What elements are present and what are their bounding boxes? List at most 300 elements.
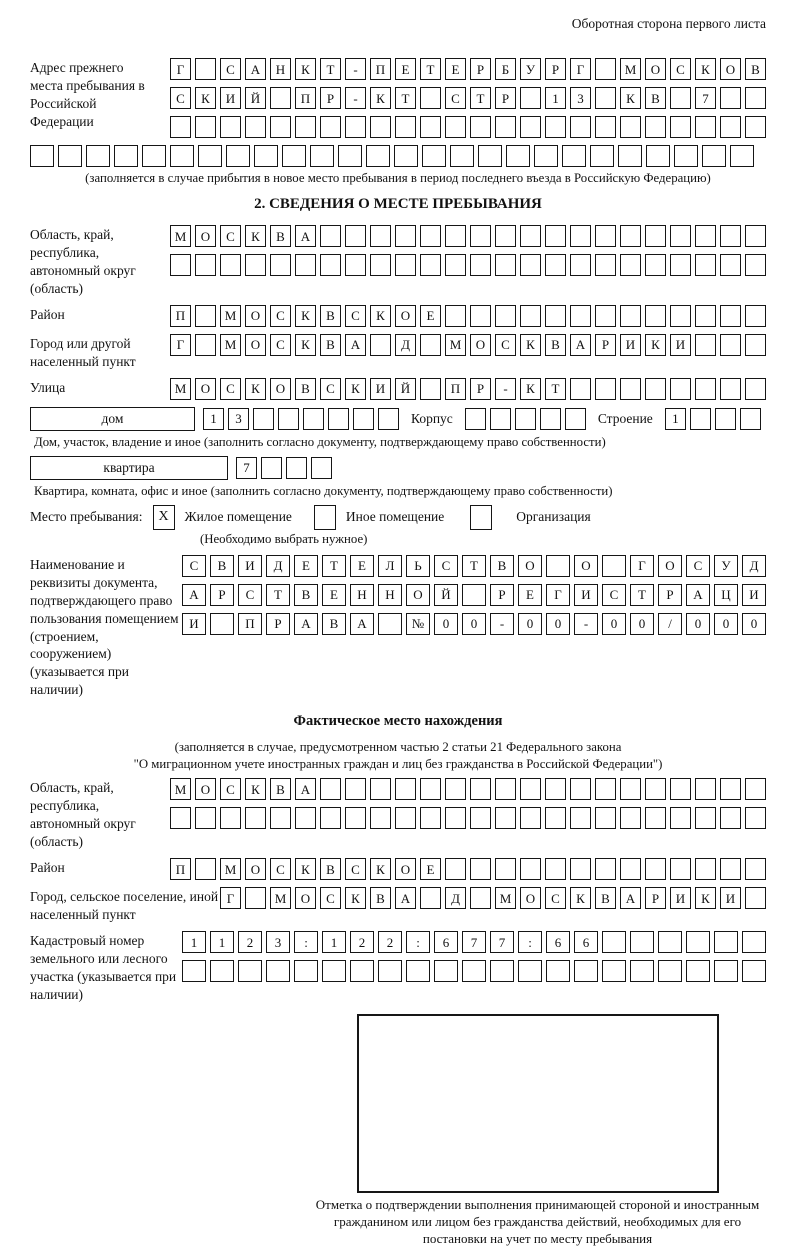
char-cell: 0 xyxy=(686,613,710,635)
char-cell xyxy=(745,305,766,327)
char-cell xyxy=(395,778,416,800)
char-cell: М xyxy=(495,887,516,909)
char-cell xyxy=(595,858,616,880)
apartment-number-cells xyxy=(236,457,332,479)
char-cell xyxy=(420,778,441,800)
actual-region-block xyxy=(30,778,766,851)
char-cell xyxy=(328,408,349,430)
char-cell: П xyxy=(170,858,191,880)
char-cell xyxy=(645,778,666,800)
char-cell: Т xyxy=(395,87,416,109)
char-cell xyxy=(595,116,616,138)
char-cell xyxy=(311,457,332,479)
char-cell: Й xyxy=(434,584,458,606)
char-cell: С xyxy=(345,305,366,327)
char-row xyxy=(170,778,766,800)
char-cell: Г xyxy=(170,58,191,80)
char-cell: Г xyxy=(546,584,570,606)
char-cell: 7 xyxy=(462,931,486,953)
char-cell xyxy=(470,254,491,276)
char-cell: В xyxy=(545,334,566,356)
char-cell: В xyxy=(270,225,291,247)
char-cell xyxy=(714,960,738,982)
char-cell xyxy=(270,807,291,829)
char-cell xyxy=(720,807,741,829)
char-cell xyxy=(620,116,641,138)
char-cell xyxy=(420,87,441,109)
char-cell xyxy=(420,887,441,909)
char-cell xyxy=(670,87,691,109)
char-cell xyxy=(378,408,399,430)
region-block xyxy=(30,225,766,298)
stamp-box xyxy=(357,1014,719,1193)
char-cell: К xyxy=(695,58,716,80)
char-cell: А xyxy=(245,58,266,80)
char-cell xyxy=(295,807,316,829)
char-cell xyxy=(210,960,234,982)
char-cell xyxy=(645,305,666,327)
city-label: Город или другой населенный пункт xyxy=(30,335,136,369)
char-cell: О xyxy=(520,887,541,909)
char-cell: О xyxy=(195,225,216,247)
district-block xyxy=(30,305,766,327)
char-cell xyxy=(695,254,716,276)
char-cell: С xyxy=(270,305,291,327)
char-cell: И xyxy=(720,887,741,909)
char-cell: Р xyxy=(470,58,491,80)
char-cell xyxy=(720,116,741,138)
stroenie-cells xyxy=(665,408,761,430)
char-cell: К xyxy=(370,858,391,880)
char-cell xyxy=(420,378,441,400)
char-cell: Н xyxy=(378,584,402,606)
char-cell xyxy=(720,254,741,276)
char-cell xyxy=(670,858,691,880)
char-cell xyxy=(520,225,541,247)
char-cell xyxy=(695,334,716,356)
char-cell: Г xyxy=(220,887,241,909)
house-box: дом xyxy=(30,407,195,431)
char-cell xyxy=(470,858,491,880)
char-cell xyxy=(714,931,738,953)
char-cell: 6 xyxy=(574,931,598,953)
char-cell: А xyxy=(570,334,591,356)
char-cell xyxy=(686,960,710,982)
char-cell: № xyxy=(406,613,430,635)
char-cell xyxy=(520,778,541,800)
char-cell: В xyxy=(270,778,291,800)
char-cell xyxy=(570,116,591,138)
char-cell: С xyxy=(238,584,262,606)
stroenie-label: Строение xyxy=(597,410,653,426)
char-cell: К xyxy=(245,778,266,800)
char-cell xyxy=(445,254,466,276)
char-cell xyxy=(520,116,541,138)
char-cell xyxy=(506,145,530,167)
char-cell xyxy=(470,778,491,800)
char-cell xyxy=(695,807,716,829)
char-cell xyxy=(353,408,374,430)
house-note: Дом, участок, владение и иное (заполнить согласно документу, подтверждающему право собственности) xyxy=(34,434,606,449)
char-cell: Е xyxy=(445,58,466,80)
char-cell xyxy=(545,305,566,327)
char-row xyxy=(170,858,766,880)
char-cell: А xyxy=(395,887,416,909)
char-cell: М xyxy=(270,887,291,909)
char-cell xyxy=(195,58,216,80)
char-cell: И xyxy=(620,334,641,356)
char-cell xyxy=(670,254,691,276)
char-cell xyxy=(562,145,586,167)
char-cell xyxy=(245,116,266,138)
char-cell xyxy=(195,807,216,829)
char-cell xyxy=(602,931,626,953)
char-cell xyxy=(745,858,766,880)
char-cell xyxy=(720,778,741,800)
char-cell: К xyxy=(345,378,366,400)
char-cell: О xyxy=(395,305,416,327)
char-cell: С xyxy=(182,555,206,577)
char-cell xyxy=(590,145,614,167)
char-cell xyxy=(720,87,741,109)
char-cell xyxy=(445,858,466,880)
char-cell xyxy=(495,858,516,880)
char-cell: С xyxy=(270,858,291,880)
char-cell xyxy=(595,87,616,109)
char-cell xyxy=(702,145,726,167)
char-cell xyxy=(395,116,416,138)
char-cell xyxy=(170,145,194,167)
char-cell: И xyxy=(220,87,241,109)
char-cell xyxy=(720,334,741,356)
char-cell: У xyxy=(520,58,541,80)
char-cell xyxy=(745,807,766,829)
char-cell: 0 xyxy=(518,613,542,635)
char-cell: 1 xyxy=(545,87,566,109)
char-cell: О xyxy=(295,887,316,909)
char-cell xyxy=(195,334,216,356)
char-cell: Р xyxy=(645,887,666,909)
prev-address-block xyxy=(30,58,766,138)
char-cell xyxy=(645,378,666,400)
char-cell xyxy=(520,254,541,276)
char-cell: В xyxy=(370,887,391,909)
char-cell xyxy=(545,116,566,138)
char-cell: А xyxy=(345,334,366,356)
char-cell xyxy=(378,960,402,982)
char-cell: С xyxy=(670,58,691,80)
char-cell: К xyxy=(370,87,391,109)
char-cell xyxy=(670,116,691,138)
char-row xyxy=(182,931,766,953)
char-cell: В xyxy=(595,887,616,909)
char-cell: О xyxy=(195,378,216,400)
char-row xyxy=(182,960,766,982)
char-cell xyxy=(420,807,441,829)
char-cell: Й xyxy=(245,87,266,109)
char-cell xyxy=(394,145,418,167)
char-row xyxy=(170,334,766,356)
char-cell xyxy=(570,807,591,829)
city-block xyxy=(30,334,766,371)
district-label: Район xyxy=(30,306,65,322)
actual-district-label: Район xyxy=(30,860,65,876)
char-cell xyxy=(261,457,282,479)
char-cell xyxy=(670,305,691,327)
char-cell xyxy=(602,960,626,982)
region-cells xyxy=(170,225,766,276)
char-cell xyxy=(595,778,616,800)
korpus-cells xyxy=(465,408,586,430)
char-cell xyxy=(295,254,316,276)
char-cell: Р xyxy=(495,87,516,109)
char-cell xyxy=(470,807,491,829)
prev-address-label: Адрес прежнего места пребывания в Российской Федерации xyxy=(30,60,145,129)
char-cell xyxy=(670,778,691,800)
char-cell: И xyxy=(370,378,391,400)
house-number-cells xyxy=(203,408,399,430)
char-cell: В xyxy=(745,58,766,80)
char-cell: Г xyxy=(170,334,191,356)
char-cell xyxy=(658,931,682,953)
char-cell: 3 xyxy=(266,931,290,953)
char-row xyxy=(170,58,766,80)
char-cell: И xyxy=(742,584,766,606)
char-cell xyxy=(695,778,716,800)
page-side-note: Оборотная сторона первого листа xyxy=(571,16,766,31)
char-cell xyxy=(720,378,741,400)
char-cell: П xyxy=(238,613,262,635)
document-label: Наименование и реквизиты документа, подтверждающего право пользования помещением (строением, сооружением) (указывается при наличии) xyxy=(30,556,179,698)
char-cell xyxy=(322,960,346,982)
char-cell xyxy=(686,931,710,953)
char-cell xyxy=(620,858,641,880)
stay-type-note: (Необходимо выбрать нужное) xyxy=(200,531,368,546)
char-cell: С xyxy=(495,334,516,356)
char-cell xyxy=(295,116,316,138)
char-cell xyxy=(745,334,766,356)
char-cell xyxy=(658,960,682,982)
apartment-box: квартира xyxy=(30,456,228,480)
char-cell xyxy=(345,225,366,247)
char-cell: К xyxy=(295,305,316,327)
char-cell xyxy=(545,225,566,247)
char-cell: К xyxy=(645,334,666,356)
char-cell xyxy=(745,116,766,138)
char-cell xyxy=(395,225,416,247)
char-cell xyxy=(690,408,711,430)
char-cell xyxy=(370,116,391,138)
char-cell: С xyxy=(170,87,191,109)
char-cell: Н xyxy=(350,584,374,606)
char-cell: Д xyxy=(742,555,766,577)
char-row xyxy=(220,887,766,909)
char-row xyxy=(170,378,766,400)
char-cell: О xyxy=(245,334,266,356)
char-cell: 0 xyxy=(630,613,654,635)
char-cell: К xyxy=(520,334,541,356)
char-cell xyxy=(470,887,491,909)
option-residential-label: Жилое помещение xyxy=(184,509,292,525)
char-cell xyxy=(520,858,541,880)
char-cell xyxy=(540,408,561,430)
char-cell: И xyxy=(574,584,598,606)
char-cell: К xyxy=(245,378,266,400)
char-cell xyxy=(545,778,566,800)
char-cell xyxy=(86,145,110,167)
char-cell: С xyxy=(345,858,366,880)
char-cell xyxy=(645,116,666,138)
char-cell xyxy=(545,807,566,829)
char-cell: П xyxy=(170,305,191,327)
char-cell: 0 xyxy=(742,613,766,635)
char-cell xyxy=(595,378,616,400)
char-cell xyxy=(278,408,299,430)
char-cell: 6 xyxy=(546,931,570,953)
stamp-area xyxy=(315,1014,760,1248)
char-cell xyxy=(745,778,766,800)
char-cell: К xyxy=(370,305,391,327)
char-cell xyxy=(695,305,716,327)
char-cell xyxy=(495,116,516,138)
char-row xyxy=(182,584,766,606)
char-cell xyxy=(515,408,536,430)
char-cell: М xyxy=(170,378,191,400)
char-cell: М xyxy=(220,858,241,880)
char-cell xyxy=(345,254,366,276)
char-cell xyxy=(545,858,566,880)
char-cell xyxy=(565,408,586,430)
street-block xyxy=(30,378,766,400)
char-cell: С xyxy=(320,887,341,909)
char-cell: П xyxy=(295,87,316,109)
char-cell xyxy=(520,807,541,829)
char-cell xyxy=(570,378,591,400)
char-cell: / xyxy=(658,613,682,635)
char-cell xyxy=(495,225,516,247)
char-cell: Т xyxy=(322,555,346,577)
char-cell: - xyxy=(574,613,598,635)
char-cell xyxy=(170,116,191,138)
char-cell xyxy=(630,931,654,953)
char-cell xyxy=(142,145,166,167)
char-cell: А xyxy=(686,584,710,606)
char-cell: С xyxy=(220,778,241,800)
char-cell xyxy=(574,960,598,982)
char-cell xyxy=(620,378,641,400)
actual-location-title: Фактическое место нахождения xyxy=(293,713,503,730)
region-label: Область, край, республика, автономный округ (область) xyxy=(30,227,136,296)
char-cell: Р xyxy=(470,378,491,400)
char-cell xyxy=(406,960,430,982)
char-cell xyxy=(195,254,216,276)
char-cell xyxy=(245,807,266,829)
char-cell: М xyxy=(220,305,241,327)
char-cell: Е xyxy=(420,858,441,880)
char-cell: К xyxy=(695,887,716,909)
actual-region-cells xyxy=(170,778,766,829)
char-cell: С xyxy=(602,584,626,606)
char-cell: С xyxy=(686,555,710,577)
char-cell: О xyxy=(245,305,266,327)
char-cell: С xyxy=(220,378,241,400)
checkbox-residential: X xyxy=(153,505,175,530)
char-cell xyxy=(620,254,641,276)
char-cell xyxy=(720,305,741,327)
char-cell xyxy=(270,87,291,109)
char-cell: Ь xyxy=(406,555,430,577)
char-cell xyxy=(434,960,458,982)
char-cell: К xyxy=(620,87,641,109)
char-cell xyxy=(220,254,241,276)
char-cell: М xyxy=(620,58,641,80)
char-cell: В xyxy=(210,555,234,577)
char-cell xyxy=(370,254,391,276)
char-cell: 3 xyxy=(228,408,249,430)
char-cell: Д xyxy=(445,887,466,909)
char-cell xyxy=(618,145,642,167)
char-cell: С xyxy=(220,58,241,80)
char-cell xyxy=(745,887,766,909)
char-row xyxy=(170,87,766,109)
char-cell xyxy=(695,378,716,400)
char-cell: Л xyxy=(378,555,402,577)
char-cell: 1 xyxy=(322,931,346,953)
char-row xyxy=(170,254,766,276)
char-cell xyxy=(534,145,558,167)
char-cell: О xyxy=(270,378,291,400)
char-cell: 1 xyxy=(665,408,686,430)
char-cell: Т xyxy=(545,378,566,400)
char-cell xyxy=(470,305,491,327)
char-cell xyxy=(620,778,641,800)
char-cell: О xyxy=(195,778,216,800)
char-cell xyxy=(465,408,486,430)
char-cell: - xyxy=(495,378,516,400)
char-cell: Е xyxy=(294,555,318,577)
char-cell: С xyxy=(445,87,466,109)
char-cell xyxy=(320,254,341,276)
char-cell: Н xyxy=(270,58,291,80)
char-cell: А xyxy=(350,613,374,635)
char-cell xyxy=(670,378,691,400)
char-cell: В xyxy=(320,305,341,327)
char-cell: А xyxy=(182,584,206,606)
char-cell xyxy=(670,225,691,247)
char-cell: О xyxy=(658,555,682,577)
char-cell: Т xyxy=(470,87,491,109)
option-organization-label: Организация xyxy=(516,509,591,525)
char-cell xyxy=(495,807,516,829)
char-cell: : xyxy=(518,931,542,953)
char-cell xyxy=(595,254,616,276)
char-cell: У xyxy=(714,555,738,577)
char-cell: М xyxy=(220,334,241,356)
char-cell: 0 xyxy=(462,613,486,635)
char-cell xyxy=(720,858,741,880)
char-cell xyxy=(570,305,591,327)
actual-city-block xyxy=(30,887,766,924)
char-cell xyxy=(490,960,514,982)
char-cell: Е xyxy=(395,58,416,80)
char-cell: Е xyxy=(350,555,374,577)
char-cell xyxy=(695,116,716,138)
char-cell: А xyxy=(295,225,316,247)
char-cell xyxy=(450,145,474,167)
char-cell xyxy=(320,778,341,800)
char-cell xyxy=(370,807,391,829)
char-cell xyxy=(245,887,266,909)
